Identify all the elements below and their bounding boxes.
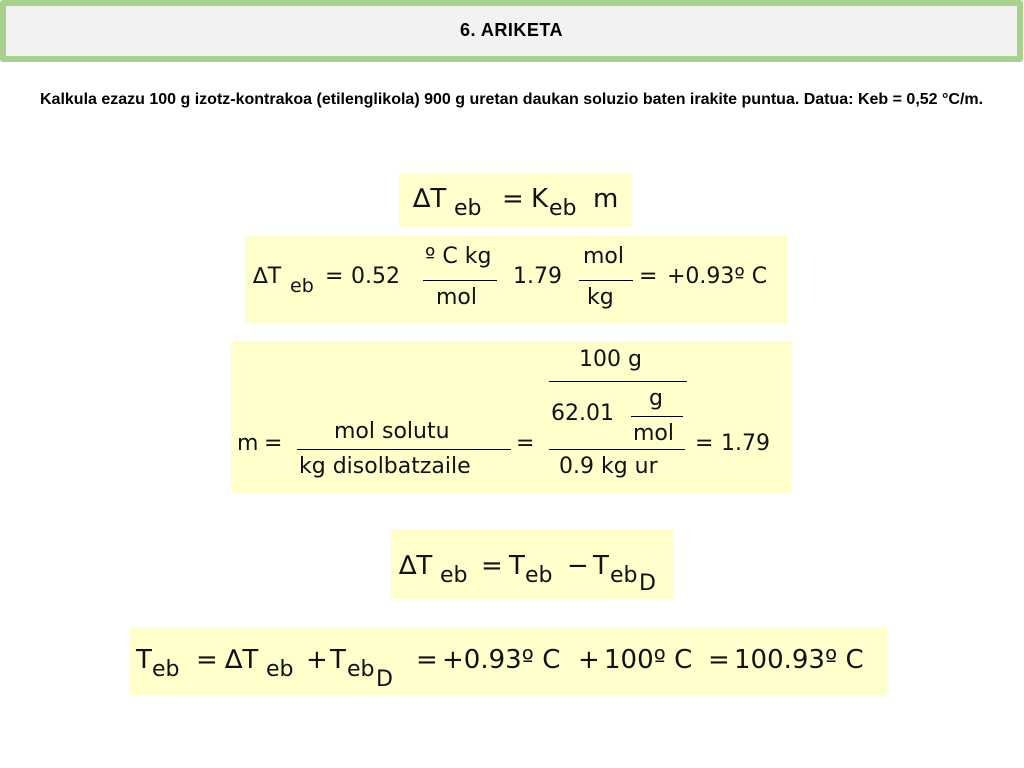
unit-numerator: g	[649, 386, 663, 411]
subscript-d: D	[639, 571, 656, 596]
equals-sign: =	[481, 551, 503, 581]
result-value: 1.79	[721, 431, 770, 456]
boiling-point-symbol: T	[136, 645, 152, 675]
fraction-numerator: º C kg	[425, 244, 492, 269]
subscript-eb: eb	[290, 275, 314, 297]
equals-sign: =	[264, 431, 283, 456]
solvent-boiling-symbol: T	[330, 645, 346, 675]
equation-ebullioscopy-formula	[399, 174, 632, 227]
result-value: +0.93º C	[667, 264, 768, 289]
molar-mass-value: 62.01	[551, 401, 614, 426]
coefficient: 0.52	[351, 264, 400, 289]
fraction-denominator: mol	[436, 285, 478, 310]
equation-molality-calculation	[231, 341, 792, 493]
fraction-bar	[423, 280, 497, 281]
equals-sign: =	[196, 645, 218, 675]
equation-boiling-point-result	[130, 627, 887, 695]
delta-t: ∆T	[413, 184, 447, 214]
delta-t: ∆T	[225, 645, 259, 675]
result-value: 100.93º C	[734, 645, 864, 675]
subscript-eb: eb	[152, 657, 180, 682]
fraction-denominator: kg disolbatzaile	[299, 454, 471, 479]
solvent-boiling-value: 100º C	[604, 645, 693, 675]
equals-sign: =	[416, 645, 438, 675]
molality-symbol: m	[593, 184, 619, 214]
minus-sign: −	[567, 551, 589, 581]
subscript-d: D	[376, 667, 393, 692]
subscript-eb: eb	[454, 196, 482, 221]
solvent-boiling-symbol: T	[593, 551, 609, 581]
fraction-numerator: mol	[583, 244, 625, 269]
fraction-bar	[549, 381, 687, 382]
mass-value: 100 g	[579, 347, 642, 372]
slide-title: 6. ARIKETA	[459, 20, 563, 40]
title-bar	[0, 0, 1023, 62]
molality-value: 1.79	[513, 264, 562, 289]
equals-sign: =	[639, 264, 658, 289]
subscript-eb: eb	[440, 563, 468, 588]
fraction-denominator: kg	[587, 285, 614, 310]
equation-delta-t-definition	[391, 529, 674, 599]
equals-sign: =	[325, 264, 344, 289]
delta-t-value: +0.93º C	[442, 645, 561, 675]
subscript-eb: eb	[266, 657, 294, 682]
fraction-bar	[297, 449, 511, 450]
molality-symbol: m	[237, 431, 259, 456]
equals-sign: =	[516, 431, 535, 456]
equation-delta-t-calculation	[245, 236, 788, 323]
k-symbol: K	[531, 184, 549, 214]
solvent-mass: 0.9 kg ur	[559, 454, 658, 479]
subscript-eb: eb	[347, 657, 375, 682]
fraction-numerator: mol solutu	[334, 419, 450, 444]
delta-t: ∆T	[253, 264, 282, 289]
subscript-eb: eb	[549, 196, 577, 221]
fraction-bar	[549, 449, 685, 450]
equals-sign: =	[708, 645, 730, 675]
plus-sign: +	[306, 645, 328, 675]
plus-sign: +	[578, 645, 600, 675]
delta-t: ∆T	[399, 551, 433, 581]
fraction-bar	[631, 416, 683, 417]
unit-denominator: mol	[633, 421, 675, 446]
subscript-eb: eb	[610, 563, 638, 588]
equals-sign: =	[502, 184, 524, 214]
fraction-bar	[579, 280, 633, 281]
boiling-point-symbol: T	[509, 551, 525, 581]
equals-sign: =	[695, 431, 714, 456]
subscript-eb: eb	[525, 563, 553, 588]
problem-statement: Kalkula ezazu 100 g izotz-kontrakoa (etilenglikola) 900 g uretan daukan soluzio baten irakite puntua. Datua: Keb = 0,52 °C/m.	[40, 91, 984, 108]
